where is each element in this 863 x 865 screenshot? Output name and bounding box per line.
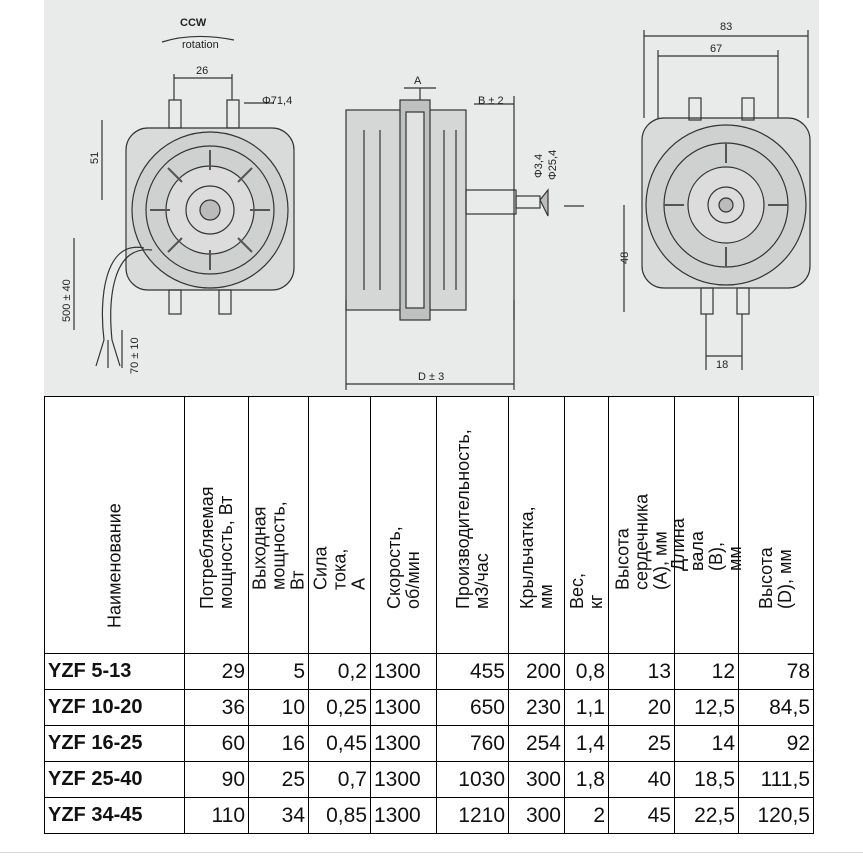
cell-power-out: 25 <box>249 762 309 798</box>
cell-shaft-length: 18,5 <box>675 762 739 798</box>
cell-power-out: 34 <box>249 798 309 834</box>
cell-speed: 1300 <box>371 726 437 762</box>
cell-weight: 2 <box>565 798 609 834</box>
cell-power-in: 36 <box>185 690 249 726</box>
cell-impeller: 300 <box>509 798 565 834</box>
cell-core-height: 25 <box>609 726 675 762</box>
cell-airflow: 650 <box>437 690 509 726</box>
cell-model: YZF 25-40 <box>45 762 185 798</box>
dim-67: 67 <box>710 43 723 55</box>
cell-speed: 1300 <box>371 690 437 726</box>
cell-power-in: 60 <box>185 726 249 762</box>
header-speed <box>371 397 437 654</box>
header-weight-text: Вес, кг <box>566 572 606 609</box>
cell-shaft-length: 22,5 <box>675 798 739 834</box>
cell-current: 0,85 <box>309 798 371 834</box>
cell-airflow: 760 <box>437 726 509 762</box>
cell-impeller: 200 <box>509 654 565 690</box>
front-view <box>74 36 294 368</box>
cell-shaft-length: 12,5 <box>675 690 739 726</box>
header-name <box>45 397 185 654</box>
table-row <box>45 690 814 726</box>
cell-weight: 1,1 <box>565 690 609 726</box>
header-name-text: Наименование <box>104 503 124 628</box>
rotation-label: CCW <box>180 17 207 29</box>
dim-48: 48 <box>619 251 631 264</box>
header-power-in-text: Потребляемая мощность, Вт <box>196 486 236 609</box>
header-airflow-text: Производительность, м3/час <box>452 429 492 609</box>
header-core-height <box>609 397 675 654</box>
cell-model: YZF 16-25 <box>45 726 185 762</box>
dim-26: 26 <box>196 65 209 77</box>
cell-speed: 1300 <box>371 654 437 690</box>
technical-drawing <box>44 0 819 396</box>
table-row <box>45 726 814 762</box>
cell-core-height: 40 <box>609 762 675 798</box>
header-shaft-length-text: Длина вала (В), мм <box>667 518 745 571</box>
cell-height: 111,5 <box>739 762 814 798</box>
cell-core-height: 13 <box>609 654 675 690</box>
header-impeller-text: Крыльчатка, мм <box>516 506 556 609</box>
cell-height: 92 <box>739 726 814 762</box>
cell-power-in: 90 <box>185 762 249 798</box>
cell-power-out: 10 <box>249 690 309 726</box>
header-row <box>45 397 814 654</box>
dim-a: A <box>414 75 422 87</box>
header-power-out-text: Выходная мощность, Вт <box>249 501 307 590</box>
table-row <box>45 762 814 798</box>
table-row <box>45 798 814 834</box>
cell-weight: 1,4 <box>565 726 609 762</box>
cell-current: 0,25 <box>309 690 371 726</box>
cell-impeller: 254 <box>509 726 565 762</box>
header-power-out <box>249 397 309 654</box>
cell-power-out: 16 <box>249 726 309 762</box>
cell-model: YZF 34-45 <box>45 798 185 834</box>
cell-height: 78 <box>739 654 814 690</box>
cell-weight: 1,8 <box>565 762 609 798</box>
back-view <box>624 30 810 370</box>
dim-phi25: Φ25,4 <box>547 149 559 180</box>
header-shaft-length <box>667 397 745 654</box>
header-core-height-text: Высота сердечника (А), мм <box>612 493 670 590</box>
spec-table <box>44 396 814 834</box>
header-airflow <box>437 397 509 654</box>
cell-shaft-length: 12 <box>675 654 739 690</box>
motor-drawing-svg <box>44 0 819 396</box>
dim-500: 500 ± 40 <box>61 279 73 322</box>
cell-current: 0,7 <box>309 762 371 798</box>
dim-phi71: Φ71,4 <box>262 95 293 107</box>
cell-weight: 0,8 <box>565 654 609 690</box>
dim-b: B ± 2 <box>478 95 504 107</box>
header-current-text: Сила тока, А <box>310 546 368 590</box>
header-height <box>739 397 814 654</box>
header-current <box>309 397 371 654</box>
cell-model: YZF 5-13 <box>45 654 185 690</box>
dim-51: 51 <box>89 151 101 164</box>
cell-airflow: 1210 <box>437 798 509 834</box>
cell-shaft-length: 14 <box>675 726 739 762</box>
rotation-sub: rotation <box>182 39 219 51</box>
dim-83: 83 <box>720 21 733 33</box>
header-power-in <box>185 397 249 654</box>
cell-power-in: 29 <box>185 654 249 690</box>
cell-height: 84,5 <box>739 690 814 726</box>
cell-airflow: 1030 <box>437 762 509 798</box>
cell-core-height: 20 <box>609 690 675 726</box>
header-impeller <box>509 397 565 654</box>
cell-speed: 1300 <box>371 798 437 834</box>
bottom-divider <box>0 852 863 853</box>
dim-d: D ± 3 <box>418 371 445 383</box>
cell-model: YZF 10-20 <box>45 690 185 726</box>
cell-impeller: 230 <box>509 690 565 726</box>
cell-power-out: 5 <box>249 654 309 690</box>
table-row <box>45 654 814 690</box>
cell-speed: 1300 <box>371 762 437 798</box>
dim-phi3: Φ3,4 <box>533 153 545 178</box>
header-weight <box>565 397 609 654</box>
cell-core-height: 45 <box>609 798 675 834</box>
header-height-text: Высота (D), мм <box>756 547 795 609</box>
dim-18: 18 <box>716 359 729 371</box>
header-speed-text: Скорость, об/мин <box>383 526 423 609</box>
cell-current: 0,45 <box>309 726 371 762</box>
dim-70: 70 ± 10 <box>129 337 141 374</box>
cell-height: 120,5 <box>739 798 814 834</box>
cell-power-in: 110 <box>185 798 249 834</box>
cell-airflow: 455 <box>437 654 509 690</box>
cell-impeller: 300 <box>509 762 565 798</box>
side-view <box>346 88 584 390</box>
cell-current: 0,2 <box>309 654 371 690</box>
